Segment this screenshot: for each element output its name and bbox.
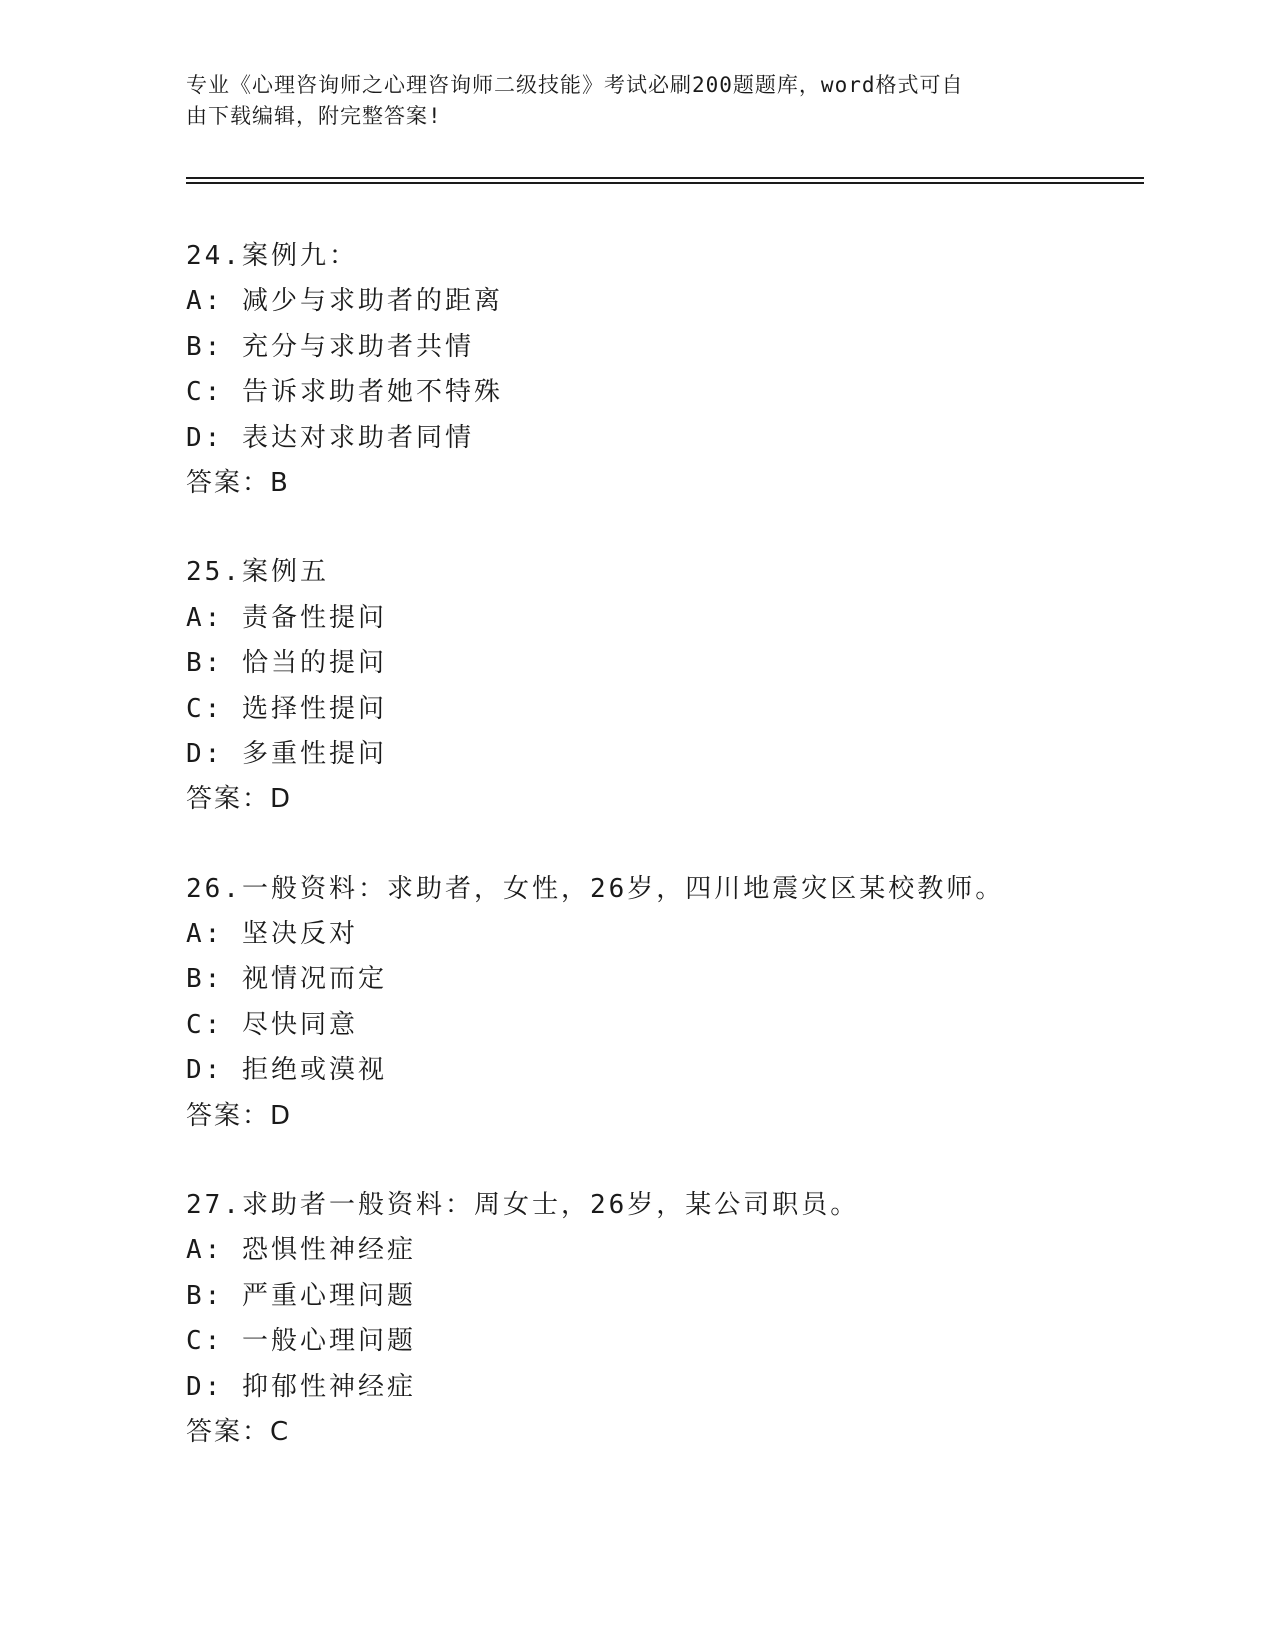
option-b: B: 恰当的提问 xyxy=(186,648,387,679)
answer-line: 答案：D xyxy=(186,784,293,815)
option-c: C: 尽快同意 xyxy=(186,1009,358,1040)
answer-line: 答案：B xyxy=(186,467,290,498)
question-list xyxy=(186,234,1144,1499)
question-24 xyxy=(186,234,1144,506)
option-a: A: 减少与求助者的距离 xyxy=(186,286,503,317)
document-header xyxy=(186,70,1066,132)
header-rule-bottom xyxy=(186,182,1144,184)
question-stem: 25.案例五 xyxy=(186,557,329,588)
option-a: A: 坚决反对 xyxy=(186,919,358,950)
option-c: C: 选择性提问 xyxy=(186,693,387,724)
header-line-2: 由下载编辑，附完整答案! xyxy=(186,104,442,128)
option-c: C: 一般心理问题 xyxy=(186,1326,416,1357)
question-27 xyxy=(186,1183,1144,1455)
question-25 xyxy=(186,550,1144,822)
question-stem: 24.案例九： xyxy=(186,241,358,271)
option-c: C: 告诉求助者她不特殊 xyxy=(186,377,503,408)
option-d: D: 表达对求助者同情 xyxy=(186,422,474,453)
answer-line: 答案：D xyxy=(186,1100,293,1131)
header-rule-top xyxy=(186,177,1144,179)
option-b: B: 充分与求助者共情 xyxy=(186,331,474,362)
option-b: B: 严重心理问题 xyxy=(186,1280,416,1311)
question-stem: 27.求助者一般资料：周女士，26岁，某公司职员。 xyxy=(186,1190,860,1221)
option-a: A: 恐惧性神经症 xyxy=(186,1235,416,1266)
option-a: A: 责备性提问 xyxy=(186,602,387,633)
question-stem: 26.一般资料：求助者，女性，26岁，四川地震灾区某校教师。 xyxy=(186,873,1005,904)
answer-line: 答案：C xyxy=(186,1416,291,1447)
header-line-1: 专业《心理咨询师之心理咨询师二级技能》考试必刷200题题库，word格式可自 xyxy=(186,73,964,97)
option-d: D: 拒绝或漠视 xyxy=(186,1055,387,1086)
option-d: D: 多重性提问 xyxy=(186,738,387,769)
option-d: D: 抑郁性神经症 xyxy=(186,1371,416,1402)
option-b: B: 视情况而定 xyxy=(186,964,387,995)
question-26 xyxy=(186,867,1144,1139)
